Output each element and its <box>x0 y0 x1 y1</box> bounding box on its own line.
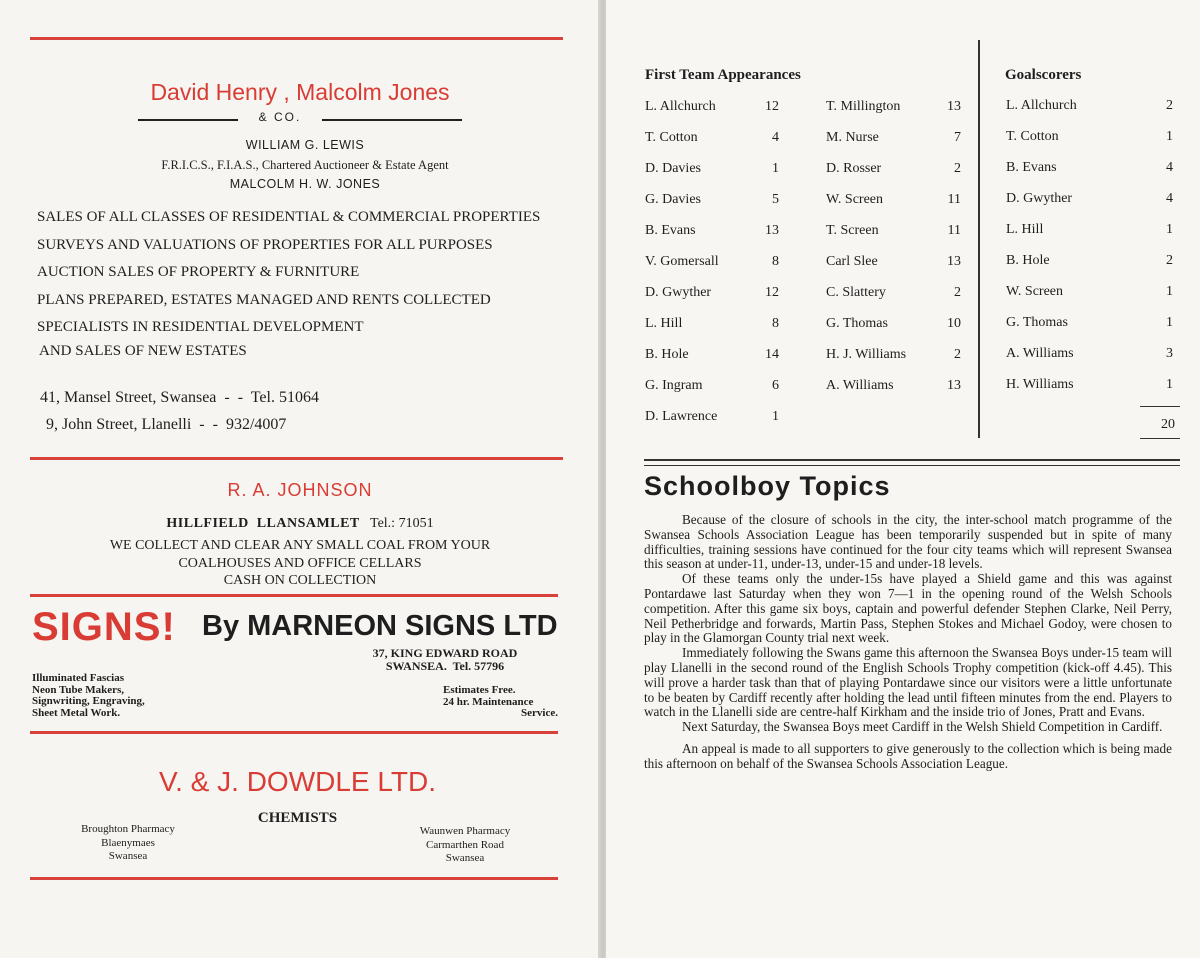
ad-dowdle-chemists: CHEMISTS <box>257 810 338 826</box>
article-paragraph: Because of the closure of schools in the city, the inter-school match programme of the Swansea Schools Association League has been temporarily suspended but in spite of many difficulties, training sessions have continued for the four city teams which will represent Swansea this season at under-11, under-13, under-15 and under-18 levels. <box>644 512 1172 572</box>
player-name: L. Allchurch <box>1006 98 1077 113</box>
player-name: T. Screen <box>826 223 879 238</box>
article-title: Schoolboy Topics <box>644 471 891 501</box>
player-name: B. Hole <box>645 347 689 362</box>
player-count: 12 <box>765 99 779 114</box>
player-name: B. Evans <box>1006 160 1057 175</box>
service-line: AND SALES OF NEW ESTATES <box>39 342 247 359</box>
player-count: 4 <box>1166 160 1173 175</box>
player-count: 8 <box>772 254 779 269</box>
service-line: PLANS PREPARED, ESTATES MANAGED AND RENTS COLLECTED <box>37 291 491 308</box>
player-name: H. J. Williams <box>826 347 907 362</box>
player-name: W. Screen <box>826 192 884 207</box>
rule-4 <box>30 731 558 734</box>
ad-dowdle-waunwen <box>395 825 535 866</box>
player-count: 7 <box>954 130 961 145</box>
ad-johnson-line3: COALHOUSES AND OFFICE CELLARS <box>178 556 422 571</box>
ad-name-lewis: WILLIAM G. LEWIS <box>245 138 365 152</box>
player-name: G. Ingram <box>645 378 703 393</box>
player-name: V. Gomersall <box>645 254 719 269</box>
service-line: AUCTION SALES OF PROPERTY & FURNITURE <box>37 264 360 281</box>
player-count: 6 <box>772 378 779 393</box>
rule-2 <box>30 457 563 460</box>
player-count: 5 <box>772 192 779 207</box>
player-name: G. Thomas <box>826 316 888 331</box>
player-name: G. Thomas <box>1006 315 1068 330</box>
ad-marneon-services <box>32 673 145 719</box>
player-count: 1 <box>1166 222 1173 237</box>
ad-dowdle-line: Swansea <box>108 850 148 862</box>
ad-marneon-service-line: Sheet Metal Work. <box>32 706 121 719</box>
player-name: T. Millington <box>826 99 901 114</box>
goalscorers-total: 20 <box>1161 417 1175 432</box>
co-rule-right <box>322 119 462 121</box>
goalscorers-heading: Goalscorers <box>1005 67 1082 83</box>
player-count: 2 <box>1166 98 1173 113</box>
ad-services-list <box>37 204 540 366</box>
right-page <box>606 0 1200 958</box>
ad-david-henry-title: David Henry , Malcolm Jones <box>150 79 450 105</box>
ad-qualifications: F.R.I.C.S., F.I.A.S., Chartered Auctioneer & Estate Agent <box>161 158 449 172</box>
player-name: D. Davies <box>645 161 701 176</box>
ad-marneon-estimate-line: Estimates Free. <box>443 684 516 696</box>
player-name: M. Nurse <box>826 130 879 145</box>
player-count: 12 <box>765 285 779 300</box>
service-line: SURVEYS AND VALUATIONS OF PROPERTIES FOR ALL PURPOSES <box>37 236 493 253</box>
player-count: 13 <box>947 99 961 114</box>
player-count: 14 <box>765 347 779 362</box>
player-name: W. Screen <box>1006 284 1064 299</box>
player-count: 10 <box>947 316 961 331</box>
player-count: 1 <box>1166 377 1173 392</box>
player-count: 13 <box>947 254 961 269</box>
ad-johnson-line4: CASH ON COLLECTION <box>223 573 377 588</box>
service-line: SPECIALISTS IN RESIDENTIAL DEVELOPMENT <box>37 319 364 336</box>
rule-3 <box>30 594 558 597</box>
player-count: 1 <box>1166 129 1173 144</box>
player-name: T. Cotton <box>645 130 698 145</box>
player-name: D. Rosser <box>826 161 882 176</box>
ad-signs-headline: SIGNS! <box>32 605 176 649</box>
article-paragraph: An appeal is made to all supporters to give generously to the collection which is being made this afternoon on behalf of the Swansea Schools Association League. <box>644 740 1172 771</box>
ad-johnson-location: HILLFIELD LLANSAMLET <box>166 516 360 531</box>
player-count: 2 <box>954 161 961 176</box>
ad-dowdle-line: Broughton Pharmacy <box>81 823 175 835</box>
player-name: T. Cotton <box>1006 129 1059 144</box>
section-rule-2 <box>644 465 1180 466</box>
ad-dowdle-broughton <box>58 823 198 864</box>
player-name: L. Allchurch <box>645 99 716 114</box>
bottom-rule <box>30 877 558 880</box>
ad-dowdle-line: Swansea <box>445 852 485 864</box>
player-count: 1 <box>1166 315 1173 330</box>
total-rule-bottom <box>1140 438 1180 439</box>
ad-address-swansea: 41, Mansel Street, Swansea - - Tel. 51064 <box>40 389 319 406</box>
total-rule-top <box>1140 406 1180 407</box>
article-body <box>644 513 1172 772</box>
player-name: C. Slattery <box>826 285 886 300</box>
ad-co-label: & CO. <box>258 110 302 124</box>
section-rule-1 <box>644 459 1180 461</box>
player-count: 1 <box>772 409 779 424</box>
player-count: 11 <box>947 192 961 207</box>
ad-address-llanelli: 9, John Street, Llanelli - - 932/4007 <box>46 416 287 433</box>
player-name: D. Gwyther <box>645 285 712 300</box>
player-count: 4 <box>1166 191 1173 206</box>
player-count: 2 <box>1166 253 1173 268</box>
article-paragraph: Next Saturday, the Swansea Boys meet Cardiff in the Welsh Shield Competition in Cardiff. <box>682 719 1163 735</box>
player-name: B. Hole <box>1006 253 1050 268</box>
player-name: B. Evans <box>645 223 696 238</box>
ad-dowdle-line: Blaenymaes <box>101 836 155 849</box>
ad-dowdle-line: Carmarthen Road <box>426 838 504 851</box>
co-rule-left <box>138 119 238 121</box>
ad-johnson-line2: WE COLLECT AND CLEAR ANY SMALL COAL FROM YOUR <box>109 538 491 553</box>
top-rule <box>30 37 563 40</box>
player-count: 13 <box>765 223 779 238</box>
ad-dowdle-line: Waunwen Pharmacy <box>419 825 511 837</box>
article-paragraph: Of these teams only the under-15s have played a Shield game and this was against Pontardawe last Saturday when they won 7—1 in the opening round of the Welsh Schools competition. After this game six boys, captain and powerful defender Stephen Clarke, Neil Perry, Neil Petherbridge and forwards, Martin Pass, Stephen Stokes and Michael Godoy, were chosen to play in the Glamorgan County trial next week. <box>644 571 1172 646</box>
ad-johnson-tel: Tel.: 71051 <box>370 516 434 531</box>
player-name: D. Gwyther <box>1006 191 1073 206</box>
ad-johnson-address-line <box>30 516 570 532</box>
ad-name-jones: MALCOLM H. W. JONES <box>229 177 381 191</box>
ad-marneon-estimate-line: 24 hr. Maintenance <box>443 695 534 708</box>
player-name: A. Williams <box>1006 346 1074 361</box>
ad-marneon-estimates <box>420 685 558 720</box>
column-divider <box>978 40 980 438</box>
player-count: 1 <box>1166 284 1173 299</box>
player-name: H. Williams <box>1006 377 1074 392</box>
player-count: 11 <box>947 223 961 238</box>
ad-marneon-service-line: Illuminated Fascias <box>32 672 124 684</box>
player-name: Carl Slee <box>826 254 878 269</box>
player-count: 2 <box>954 285 961 300</box>
ad-marneon-estimate-line: Service. <box>521 707 558 719</box>
ad-marneon-name: By MARNEON SIGNS LTD <box>202 610 558 642</box>
article-paragraph: Immediately following the Swans game this afternoon the Swansea Boys under-15 team will play Llanelli in the second round of the English Schools Trophy competition (kick-off 4.45). This will prove a harder task than that of playing Pontardawe since our visitors were a little unfortunate to be beaten by Cardiff recently after holding the lead until fifteen minutes from the end. Players to watch in the Llanelli side are centre-half Kirkham and the inside trio of Jones, Pratt and Evans. <box>644 645 1172 720</box>
ad-dowdle-title: V. & J. DOWDLE LTD. <box>159 766 436 797</box>
ad-johnson-title: R. A. JOHNSON <box>227 480 373 500</box>
ad-marneon-service-line: Signwriting, Engraving, <box>32 695 145 707</box>
player-count: 2 <box>954 347 961 362</box>
player-name: L. Hill <box>645 316 683 331</box>
ad-marneon-service-line: Neon Tube Makers, <box>32 683 124 696</box>
ad-marneon-addr2: SWANSEA. Tel. 57796 <box>385 659 505 673</box>
player-name: A. Williams <box>826 378 894 393</box>
player-name: G. Davies <box>645 192 701 207</box>
player-name: L. Hill <box>1006 222 1044 237</box>
player-count: 13 <box>947 378 961 393</box>
service-line: SALES OF ALL CLASSES OF RESIDENTIAL & COMMERCIAL PROPERTIES <box>37 209 541 225</box>
player-count: 4 <box>772 130 779 145</box>
appearances-heading: First Team Appearances <box>645 67 801 83</box>
player-count: 3 <box>1166 346 1173 361</box>
ad-marneon-addr1: 37, KING EDWARD ROAD <box>372 646 518 660</box>
player-count: 1 <box>772 161 779 176</box>
player-count: 8 <box>772 316 779 331</box>
player-name: D. Lawrence <box>645 409 718 424</box>
